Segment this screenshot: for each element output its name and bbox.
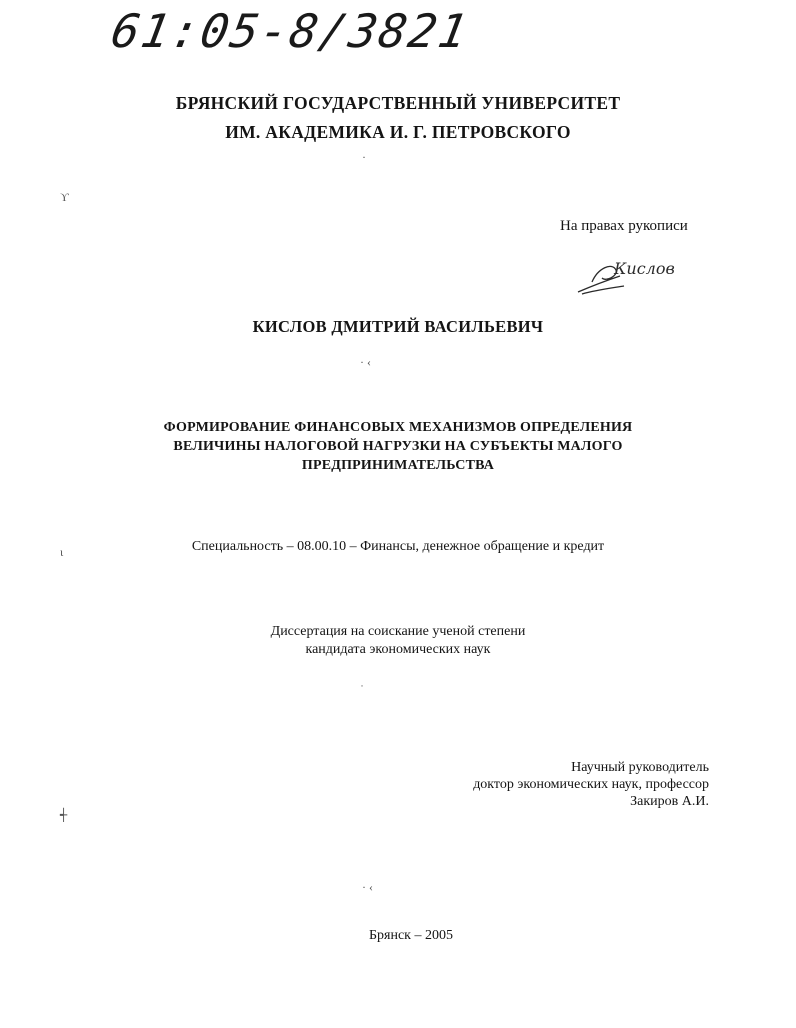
manuscript-rights-label: На правах рукописи [560,218,688,234]
degree-line2: кандидата экономических наук [305,642,491,657]
dissertation-title-line2: ВЕЛИЧИНЫ НАЛОГОВОЙ НАГРУЗКИ НА СУБЪЕКТЫ МАЛОГО [173,439,623,454]
scan-speck: · ‹ [360,355,371,369]
supervisor-label: Научный руководитель [571,760,709,775]
scan-speck: · [362,150,366,164]
author-signature [572,252,692,300]
dissertation-title-line3: ПРЕДПРИНИМАТЕЛЬСТВА [301,458,495,473]
supervisor-degree: доктор экономических наук, профессор [473,777,709,792]
city-year: Брянск – 2005 [369,928,453,943]
signature-text: Кислов [614,259,675,278]
supervisor-name: Закиров А.И. [630,794,709,809]
dissertation-title-line1: ФОРМИРОВАНИЕ ФИНАНСОВЫХ МЕХАНИЗМОВ ОПРЕДЕЛЕНИЯ [163,420,633,435]
archive-code-handwritten: 61:05-8/3821 [107,4,474,58]
speciality-line: Специальность – 08.00.10 – Финансы, денежное обращение и кредит [191,539,605,554]
scan-speck: ┽ [60,808,68,822]
author-name: КИСЛОВ ДМИТРИЙ ВАСИЛЬЕВИЧ [252,317,544,336]
scan-speck: ι [60,545,64,559]
scan-speck: ϒ [60,190,69,204]
university-name-line2: ИМ. АКАДЕМИКА И. Г. ПЕТРОВСКОГО [225,122,571,142]
degree-line1: Диссертация на соискание ученой степени [270,624,526,639]
university-name-line1: БРЯНСКИЙ ГОСУДАРСТВЕННЫЙ УНИВЕРСИТЕТ [175,93,621,113]
scan-speck: · ‹ [362,880,373,894]
scan-speck: ˙ [360,682,364,696]
